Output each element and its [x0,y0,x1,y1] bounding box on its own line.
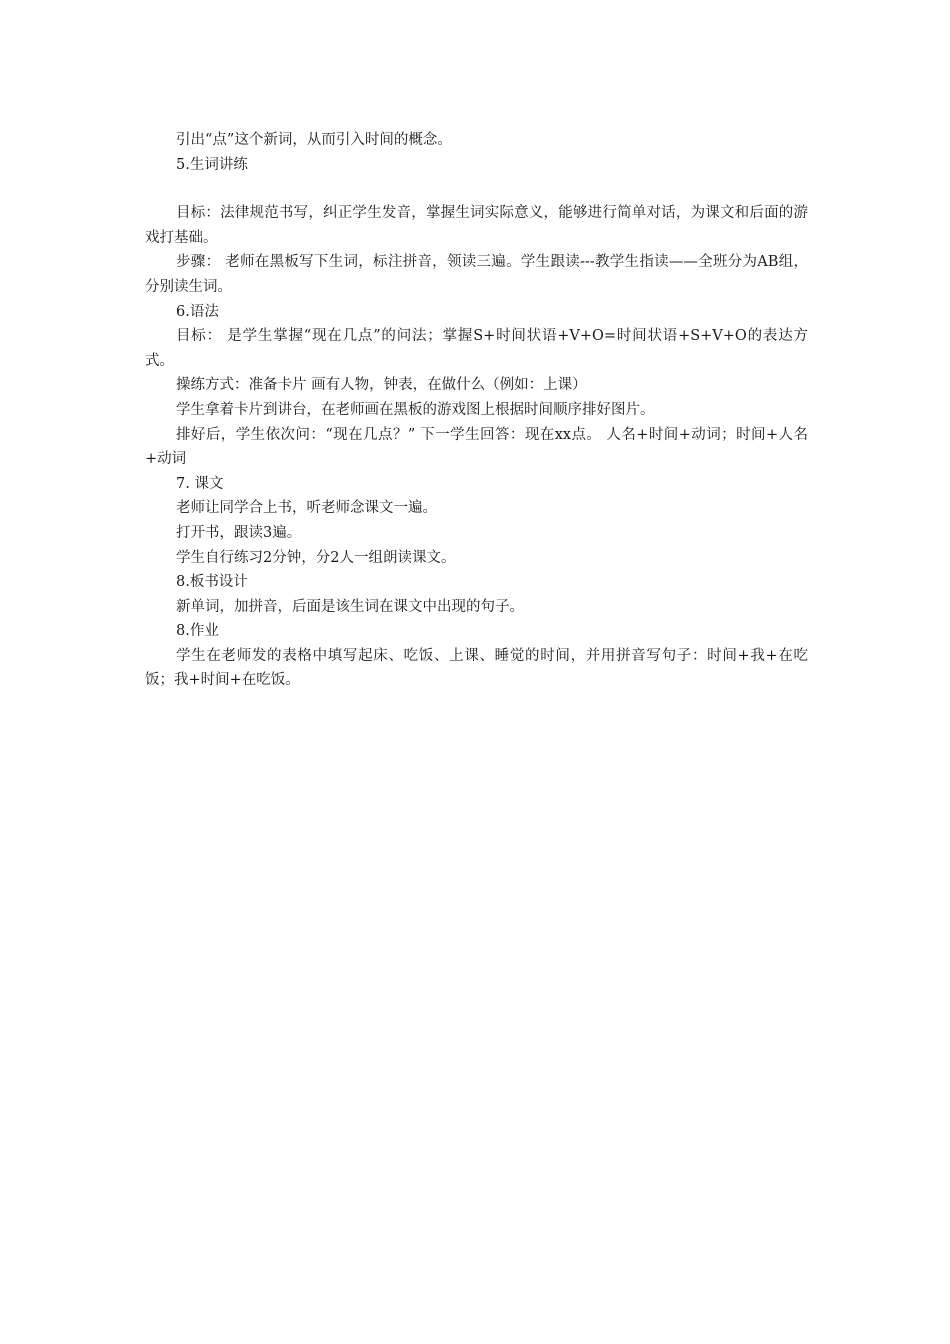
paragraph-vocabulary-goal: 目标：法律规范书写，纠正学生发音，掌握生词实际意义，能够进行简单对话，为课文和后面的游戏打基础。 [145,205,808,246]
paragraph-grammar-drill: 操练方式：准备卡片 画有人物，钟表，在做什么（例如：上课） [176,377,587,394]
paragraph-homework: 学生在老师发的表格中填写起床、吃饭、上课、睡觉的时间，并用拼音写句子：时间+我+在吃饭；我+时间+在吃饭。 [145,647,808,689]
blank-line [145,177,808,201]
paragraph-text-practice: 学生自行练习2分钟，分2人一组朗读课文。 [176,549,456,566]
paragraph-intro: 引出“点”这个新词，从而引入时间的概念。 [176,132,452,148]
heading-grammar: 6.语法 [176,303,219,320]
paragraph-vocabulary-steps: 步骤： 老师在黑板写下生词，标注拼音，领读三遍。学生跟读---教学生指读——全班分为AB组，分别读生词。 [145,254,808,295]
heading-board-design: 8.板书设计 [176,574,248,591]
paragraph-text-read: 打开书，跟读3遍。 [176,524,302,541]
document-body [145,128,808,693]
heading-homework: 8.作业 [176,623,219,640]
paragraph-grammar-cards: 学生拿着卡片到讲台，在老师画在黑板的游戏图上根据时间顺序排好图片。 [176,401,655,418]
paragraph-grammar-dialogue: 排好后，学生依次问：“现在几点？” 下一学生回答：现在xx点。 人名+时间+动词；时间+人名+动词 [145,426,808,468]
heading-text: 7. 课文 [176,475,224,492]
heading-vocabulary-practice: 5.生词讲练 [176,156,248,173]
paragraph-board-design: 新单词，加拼音，后面是该生词在课文中出现的句子。 [176,598,524,615]
paragraph-grammar-goal: 目标： 是学生掌握“现在几点”的问法；掌握S+时间状语+V+O=时间状语+S+V+O的表达方式。 [145,328,808,369]
paragraph-text-listen: 老师让同学合上书，听老师念课文一遍。 [176,500,437,517]
